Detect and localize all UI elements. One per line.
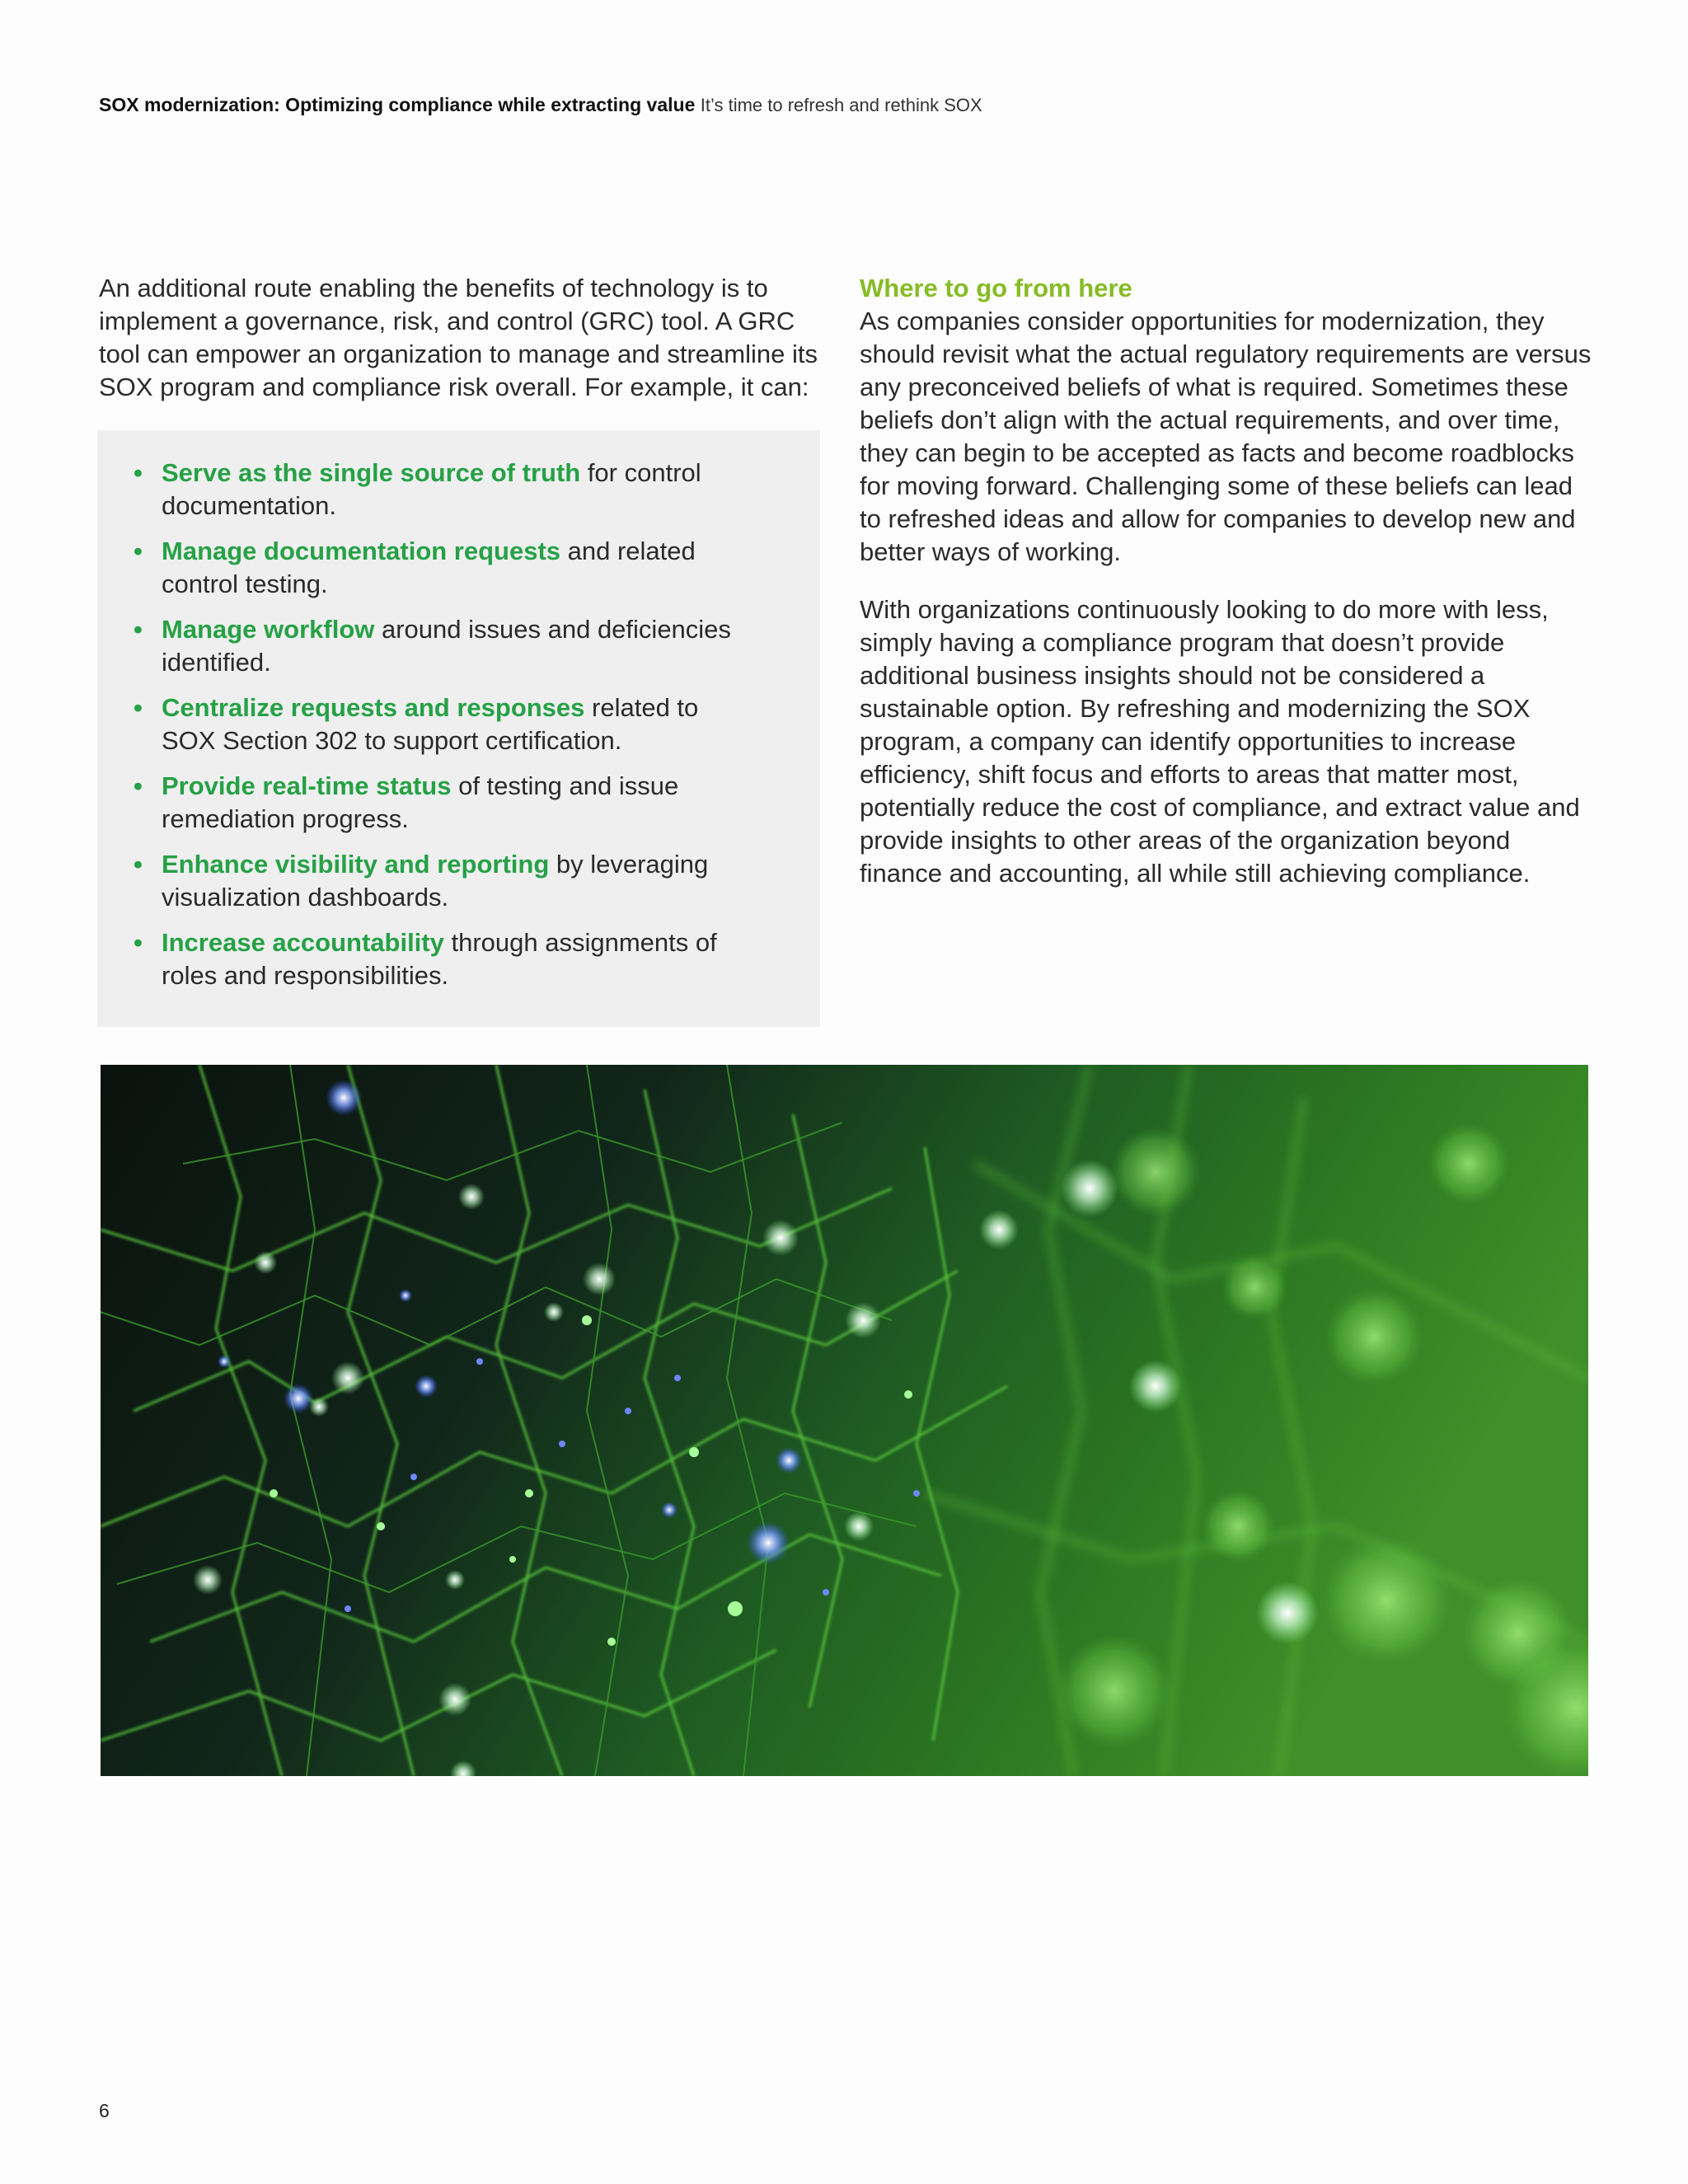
circuit-network-image xyxy=(101,1065,1588,1776)
bullet-lead: Manage documentation requests xyxy=(162,537,561,565)
bullet-icon: • xyxy=(134,537,143,565)
document-subtitle: It’s time to refresh and rethink SOX xyxy=(700,95,982,115)
grc-benefits-callout xyxy=(97,430,820,1027)
bullet-lead: Provide real-time status xyxy=(162,771,452,800)
bullet-lead: Manage workflow xyxy=(162,615,375,644)
document-title: SOX modernization: Optimizing compliance while extracting value xyxy=(99,94,696,115)
bullet-text: by leveraging visualization dashboards. xyxy=(162,850,709,912)
right-column xyxy=(860,272,1593,915)
page-number: 6 xyxy=(99,2100,110,2121)
list-item xyxy=(97,770,820,836)
bullet-text: through assignments of roles and responsibilities. xyxy=(162,928,717,990)
paragraph-sustainability: With organizations continuously looking to do more with less, simply having a compliance program that doesn’t provide additional business insights should not be considered a sustainable option. By refreshing and modernizing the SOX program, a company can identify opportunities to increase efficiency, shift focus and efforts to areas that matter most, potentially reduce the cost of compliance, and extract value and provide insights to other areas of the organization beyond finance and accounting, all while still achieving compliance. xyxy=(860,595,1580,888)
bullet-text: around issues and deficiencies identified. xyxy=(162,615,731,677)
list-item xyxy=(97,691,820,757)
bullet-lead: Serve as the single source of truth xyxy=(162,458,581,487)
bullet-icon: • xyxy=(134,615,143,644)
list-item xyxy=(97,848,820,914)
paragraph-modernization: As companies consider opportunities for modernization, they should revisit what the actual regulatory requirements are versus any preconceived beliefs of what is required. Sometimes these beliefs don’t align with the actual requirements, and over time, they can begin to be accepted as facts and become roadblocks for moving forward. Challenging some of these beliefs can lead to refreshed ideas and allow for companies to develop new and better ways of working. xyxy=(860,307,1592,566)
list-item xyxy=(97,926,820,992)
bullet-lead: Increase accountability xyxy=(162,928,444,957)
list-item xyxy=(97,457,820,523)
bullet-icon: • xyxy=(134,928,143,957)
section-heading: Where to go from here xyxy=(860,274,1132,302)
bullet-lead: Centralize requests and responses xyxy=(162,693,585,722)
grc-benefits-list xyxy=(97,430,820,992)
bullet-icon: • xyxy=(134,850,143,879)
list-item xyxy=(97,613,820,679)
bullet-icon: • xyxy=(134,693,143,722)
bullet-icon: • xyxy=(134,458,143,487)
bullet-lead: Enhance visibility and reporting xyxy=(162,850,550,879)
bullet-text: related to SOX Section 302 to support certification. xyxy=(162,693,699,755)
bullet-icon: • xyxy=(134,771,143,800)
bullet-text: for control documentation. xyxy=(162,458,701,520)
intro-paragraph: An additional route enabling the benefits of technology is to implement a governance, risk, and control (GRC) tool. A GRC tool can empower an organization to manage and streamline its SOX program and compliance risk overall. For example, it can: xyxy=(99,274,818,401)
bullet-text: of testing and issue remediation progress. xyxy=(162,771,679,833)
list-item xyxy=(97,535,820,601)
bullet-text: and related control testing. xyxy=(162,537,696,598)
left-column xyxy=(99,272,824,404)
running-header xyxy=(99,94,982,116)
